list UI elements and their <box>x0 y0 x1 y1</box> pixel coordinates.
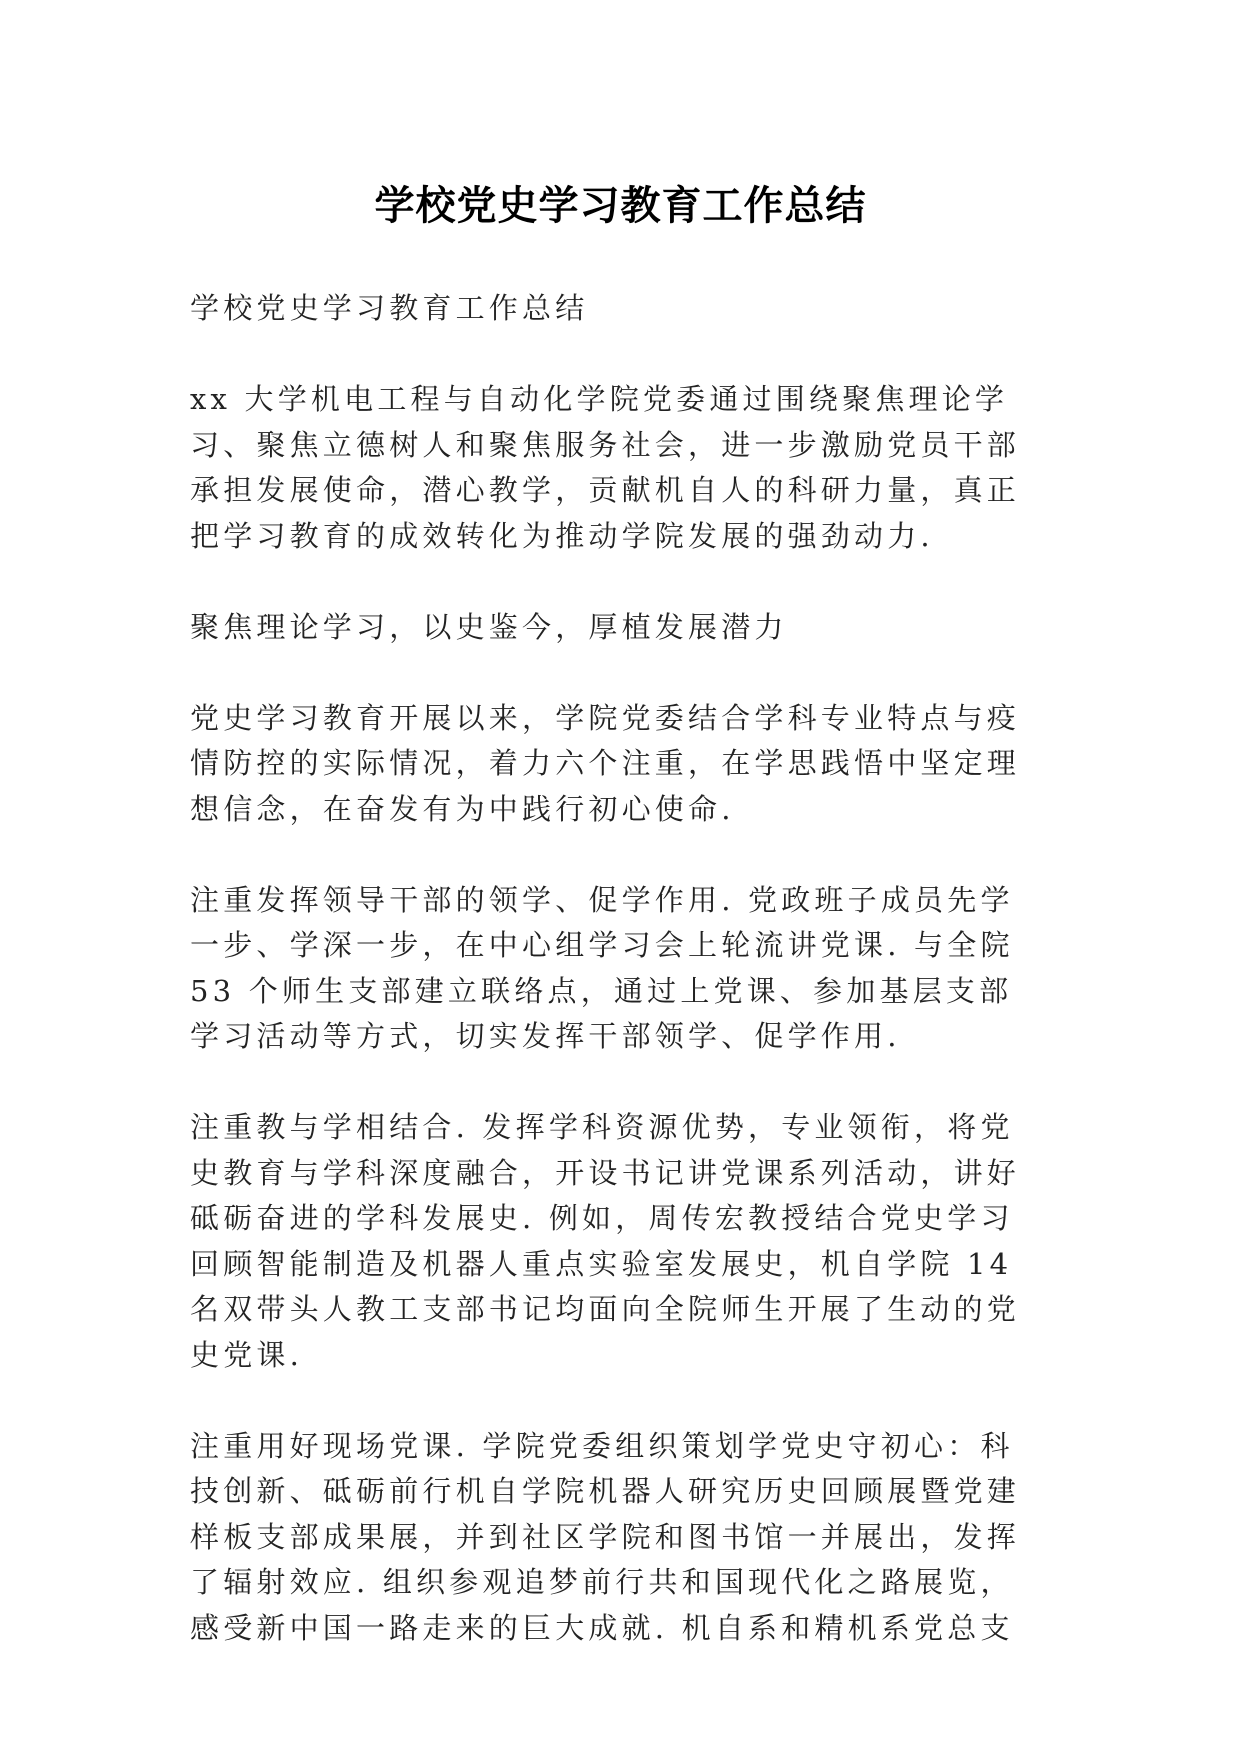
paragraph-intro: xx 大学机电工程与自动化学院党委通过围绕聚焦理论学习、聚焦立德树人和聚焦服务社会，进一步激励党员干部承担发展使命，潜心教学，贡献机自人的科研力量，真正把学习教育的成效转化为推动学院发展的强劲动力. <box>190 382 1021 553</box>
paragraph: 注重教与学相结合. 发挥学科资源优势，专业领衔，将党史教育与学科深度融合，开设书记讲党课系列活动，讲好砥砺奋进的学科发展史. 例如，周传宏教授结合党史学习回顾智能制造及机器人重点实验室发展史，机自学院 14 名双带头人教工支部书记均面向全院师生开展了生动的党史党课. <box>190 1110 1021 1372</box>
paragraph-subtitle: 学校党史学习教育工作总结 <box>190 291 589 325</box>
paragraph: 注重发挥领导干部的领学、促学作用. 党政班子成员先学一步、学深一步，在中心组学习会上轮流讲党课. 与全院 53 个师生支部建立联络点，通过上党课、参加基层支部学习活动等方式，切实发挥干部领学、促学作用. <box>190 882 1014 1053</box>
paragraph: 党史学习教育开展以来，学院党委结合学科专业特点与疫情防控的实际情况，着力六个注重，在学思践悟中坚定理想信念，在奋发有为中践行初心使命. <box>190 700 1021 826</box>
document-body <box>190 286 1030 1651</box>
section-heading: 聚焦理论学习，以史鉴今，厚植发展潜力 <box>190 609 788 644</box>
document-title: 学校党史学习教育工作总结 <box>374 182 867 229</box>
paragraph: 注重用好现场党课. 学院党委组织策划学党史守初心：科技创新、砥砺前行机自学院机器人研究历史回顾展暨党建样板支部成果展，并到社区学院和图书馆一并展出，发挥了辐射效应. 组织参观追梦前行共和国现代化之路展览，感受新中国一路走来的巨大成就. 机自系和精机系党总支 <box>190 1428 1021 1645</box>
